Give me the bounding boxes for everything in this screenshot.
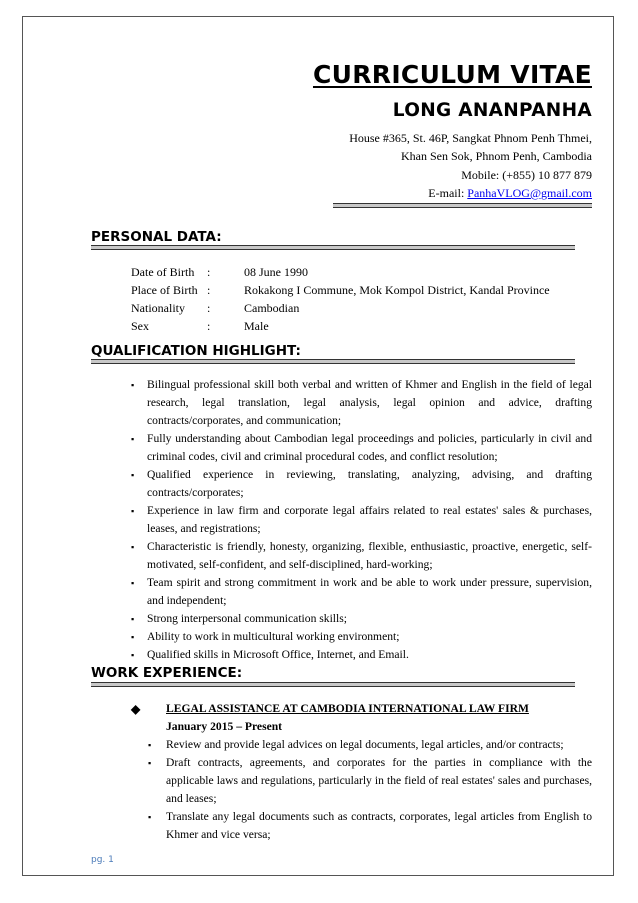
qualification-item [131, 466, 592, 502]
personal-data-colon: : [207, 319, 211, 334]
job-duty-item [148, 754, 592, 808]
qualification-item [131, 502, 592, 538]
personal-data-value: 08 June 1990 [244, 265, 308, 279]
qualification-item [131, 538, 592, 574]
qualification-text: Qualified experience in reviewing, translating, analyzing, advising, and drafting contracts/corporates; [147, 468, 592, 499]
qualification-text: Bilingual professional skill both verbal and written of Khmer and English in the field of legal research, legal translation, legal analysis, legal opinion and advice, drafting contracts/corporates, and communication; [147, 378, 592, 427]
personal-data-label: Date of Birth [131, 265, 195, 279]
personal-data-label: Nationality [131, 301, 185, 316]
page-number: pg. 1 [91, 855, 114, 865]
document-title: CURRICULUM VITAE [312, 60, 592, 89]
email-label: E-mail: [428, 185, 468, 200]
personal-data-label: Place of Birth [131, 283, 198, 298]
address-line-1: House #365, St. 46P, Sangkat Phnom Penh Thmei, [349, 131, 592, 145]
personal-data-colon: : [207, 283, 211, 298]
personal-data-row [131, 299, 550, 317]
bullet-icon: ▪ [131, 578, 135, 588]
header-rule [333, 203, 592, 208]
qualification-item [131, 574, 592, 610]
candidate-name: LONG ANANPANHA [392, 100, 592, 121]
bullet-icon: ▪ [131, 542, 135, 552]
bullet-icon: ▪ [131, 506, 135, 516]
qualification-rule [91, 359, 575, 364]
bullet-icon: ▪ [131, 614, 135, 624]
job-duty-text: Draft contracts, agreements, and corporates for the parties in compliance with the applicable laws and regulations, particularly in the field of real estates' sales and purchases, and leases; [166, 756, 592, 805]
job-title: LEGAL ASSISTANCE AT CAMBODIA INTERNATIONAL LAW FIRM [166, 702, 529, 715]
personal-data-table [131, 263, 550, 335]
bullet-icon: ▪ [131, 434, 135, 444]
qualification-item [131, 646, 592, 664]
job-duty-text: Review and provide legal advices on legal documents, legal articles, and/or contracts; [166, 738, 564, 751]
contact-block [349, 129, 592, 202]
qualification-text: Experience in law firm and corporate legal affairs related to real estates' sales & purchases, leases, and registrations; [147, 504, 592, 535]
qualification-heading: QUALIFICATION HIGHLIGHT: [91, 343, 301, 359]
qualification-text: Strong interpersonal communication skills; [147, 612, 347, 625]
diamond-bullet-icon: ◆ [131, 702, 141, 716]
qualification-text: Characteristic is friendly, honesty, organizing, flexible, enthusiastic, proactive, energetic, self-motivated, self-confident, and self-disciplined, hard-working; [147, 540, 592, 571]
qualification-item [131, 628, 592, 646]
qualification-item [131, 430, 592, 466]
address-line-2: Khan Sen Sok, Phnom Penh, Cambodia [401, 149, 592, 164]
mobile-number: Mobile: (+855) 10 877 879 [461, 167, 592, 182]
bullet-icon: ▪ [131, 650, 135, 660]
job-dates: January 2015 – Present [166, 720, 283, 733]
personal-data-rule [91, 245, 575, 250]
job-duty-item [148, 736, 592, 754]
qualification-list [131, 376, 592, 664]
qualification-text: Qualified skills in Microsoft Office, Internet, and Email. [147, 648, 409, 661]
bullet-icon: ▪ [148, 740, 152, 750]
qualification-item [131, 610, 592, 628]
bullet-icon: ▪ [131, 632, 135, 642]
personal-data-value: Male [244, 319, 269, 334]
personal-data-heading: PERSONAL DATA: [91, 229, 222, 245]
qualification-text: Team spirit and strong commitment in work and be able to work under pressure, supervision, and independent; [147, 576, 592, 607]
bullet-icon: ▪ [148, 812, 152, 822]
qualification-text: Fully understanding about Cambodian legal proceedings and policies, particularly in civil and criminal codes, civil and criminal procedural codes, and conflict resolution; [147, 432, 592, 463]
job-duty-text: Translate any legal documents such as contracts, corporates, legal articles from English to Khmer and vice versa; [166, 810, 592, 841]
personal-data-colon: : [207, 301, 211, 316]
job-entry [131, 700, 592, 844]
personal-data-row [131, 263, 550, 281]
personal-data-colon: : [207, 265, 211, 279]
qualification-text: Ability to work in multicultural working environment; [147, 630, 400, 643]
work-experience-rule [91, 682, 575, 687]
personal-data-value: Cambodian [244, 301, 300, 316]
personal-data-value: Rokakong I Commune, Mok Kompol District, Kandal Province [244, 283, 550, 298]
bullet-icon: ▪ [148, 758, 152, 768]
job-title-line [131, 700, 592, 718]
personal-data-label: Sex [131, 319, 149, 334]
personal-data-row [131, 281, 550, 299]
email-link[interactable]: PanhaVLOG@gmail.com [467, 185, 592, 200]
personal-data-row [131, 317, 550, 335]
bullet-icon: ▪ [131, 380, 135, 390]
email-line [349, 184, 592, 202]
qualification-item [131, 376, 592, 430]
job-duties-list [131, 736, 592, 844]
job-duty-item [148, 808, 592, 844]
bullet-icon: ▪ [131, 470, 135, 480]
work-experience-heading: WORK EXPERIENCE: [91, 665, 243, 681]
